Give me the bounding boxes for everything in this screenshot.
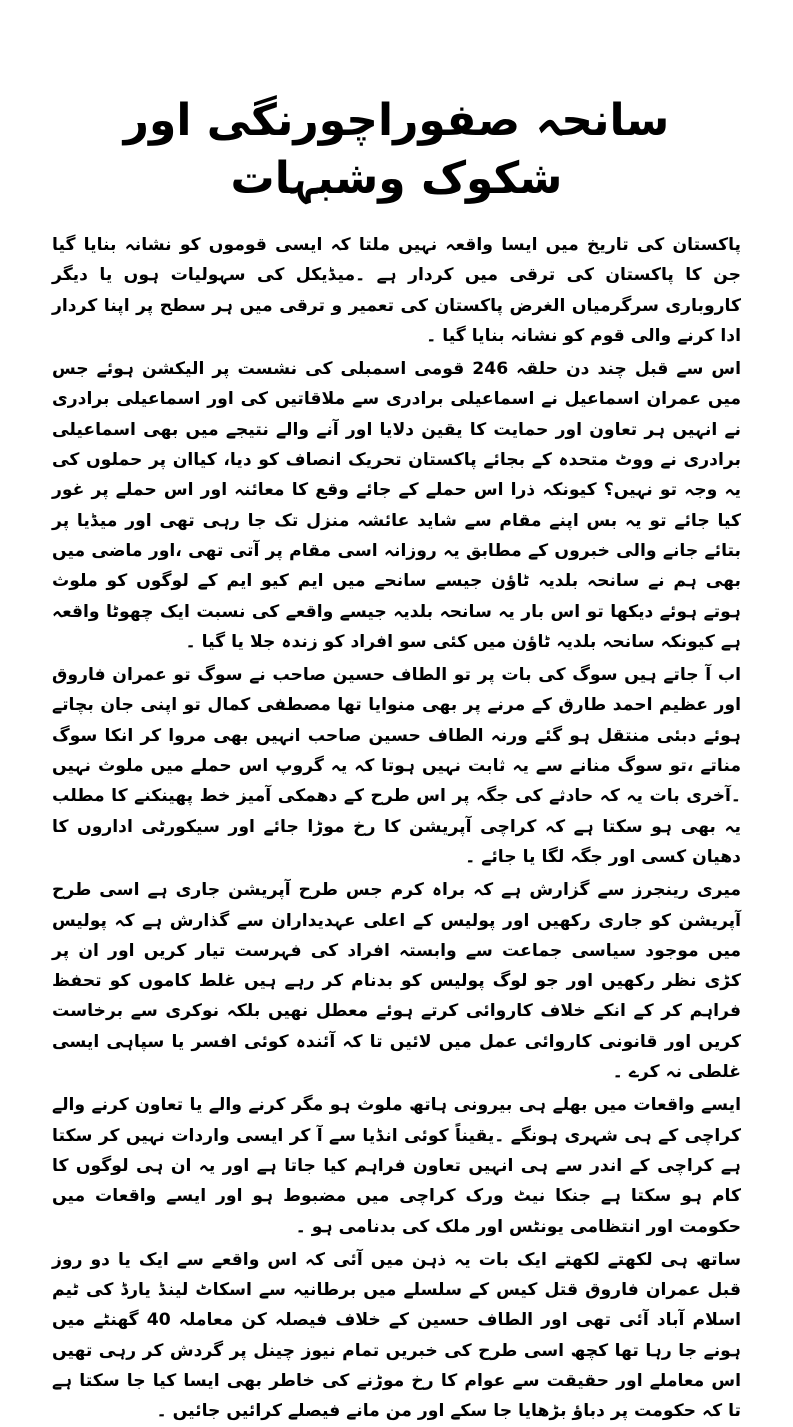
paragraph-6: ساتھ ہی لکھتے لکھتے ایک بات یہ ذہن میں آئی کہ اس واقعے سے ایک یا دو روز قبل عمران فاروق قتل کیس کے سلسلے میں برطانیہ سے اسکاٹ لینڈ یارڈ کی ٹیم اسلام آباد آئی تھی اور الطاف حسین کے خلاف فیصلہ کن معاملہ 40 گھنٹے میں ہونے جا رہا تھا کچھ اسی طرح کی خبریں تمام نیوز چینل پر گردش کر رہی تھیں اس معاملے اور حقیقت سے عوام کا رخ موڑنے کی خاطر بھی ایسا کیا جا سکتا ہے تا کہ حکومت پر دباؤ بڑھایا جا سکے اور من مانے فیصلے کرائیں جائیں ۔ <box>52 1249 741 1422</box>
paragraph-4: میری رینجرز سے گزارش ہے کہ براہ کرم جس طرح آپریشن جاری ہے اسی طرح آپریشن کو جاری رکھیں اور پولیس کے اعلی عہدیداران سے گذارش ہے کہ پولیس میں موجود سیاسی جماعت سے وابستہ افراد کی فہرست تیار کریں اور ان پر کڑی نظر رکھیں اور جو لوگ پولیس کو بدنام کر رہے ہیں غلط کاموں کو تحفظ فراہم کر کے انکے خلاف کاروائی کرتے ہوئے معطل نھیں بلکہ نوکری سے برخاست کریں اور قانونی کاروائی عمل میں لائیں تا کہ آئندہ کوئی افسر یا سپاہی ایسی غلطی نہ کرے ۔ <box>52 880 741 1083</box>
paragraph-2: اس سے قبل چند دن حلقہ 246 قومی اسمبلی کی نشست پر الیکشن ہوئے جس میں عمران اسماعیل نے اسماعیلی برادری سے ملاقاتیں کی اور اسماعیلی برادری نے انہیں ہر تعاون اور حمایت کا یقین دلایا اور آنے والے نتیجے میں بھی اسماعیلی برادری نے ووٹ متحدہ کے بجائے پاکستان تحریک انصاف کو دیا، کیاان پر حملوں کی یہ وجہ تو نہیں؟ کیونکہ ذرا اس حملے کے جائے وقع کا معائنہ اور اس حملے پر غور کیا جائے تو یہ بس اپنے مقام سے شاید عائشہ منزل تک جا رہی تھی اور میڈیا پر بتائے جانے والی خبروں کے مطابق یہ روزانہ اسی مقام پر آتی تھی ،اور ماضی میں بھی ہم نے سانحہ بلدیہ ٹاؤن جیسے سانحے میں ایم کیو ایم کے لوگوں کو ملوث ہوتے ہوئے دیکھا تو اس بار یہ سانحہ بلدیہ جیسے واقعے کی نسبت ایک چھوٹا واقعہ ہے کیونکہ سانحہ بلدیہ ٹاؤن میں کئی سو افراد کو زندہ جلا یا گیا ۔ <box>52 359 741 652</box>
page-title: سانحہ صفوراچورنگی اور شکوک وشبہات <box>123 95 670 204</box>
paragraph-3: اب آ جاتے ہیں سوگ کی بات پر تو الطاف حسین صاحب نے سوگ تو عمران فاروق اور عظیم احمد طارق کے مرنے پر بھی منوایا تھا مصطفی کمال تو اپنی جان بچاتے ہوئے دبئی منتقل ہو گئے ورنہ الطاف حسین صاحب انہیں بھی مروا کر انکا سوگ مناتے ،تو سوگ منانے سے یہ ثابت نہیں ہوتا کہ یہ گروپ اس حملے میں ملوث نہیں ۔آخری بات یہ کہ حادثے کی جگہ پر اس طرح کے دھمکی آمیز خط پھینکنے کا مطلب یہ بھی ہو سکتا ہے کہ کراچی آپریشن کا رخ موڑا جائے اور سیکورٹی اداروں کا دھیان کسی اور جگہ لگا یا جائے ۔ <box>52 665 741 867</box>
paragraph-5: ایسے واقعات میں بھلے ہی بیرونی ہاتھ ملوث ہو مگر کرنے والے یا تعاون کرنے والے کراچی کے ہی شہری ہونگے ۔یقیناً کوئی انڈیا سے آ کر ایسی واردات نہیں کر سکتا ہے کراچی کے اندر سے ہی انہیں تعاون فراہم کیا جاتا ہے اور یہ ان ہی لوگوں کا کام ہو سکتا ہے جنکا نیٹ ورک کراچی میں مضبوط ہو اور ایسے واقعات میں حکومت اور انتظامی یونٹس اور ملک کی بدنامی ہو ۔ <box>52 1095 741 1237</box>
paragraph-1: پاکستان کی تاریخ میں ایسا واقعہ نہیں ملتا کہ ایسی قوموں کو نشانہ بنایا گیا جن کا پاکستان کی ترقی میں کردار ہے ۔میڈیکل کی سہولیات ہوں یا دیگر کاروباری سرگرمیاں الغرض پاکستان کی تعمیر و ترقی میں ہر سطح پر اپنا کردار ادا کرنے والی قوم کو نشانہ بنایا گیا ۔ <box>52 235 741 346</box>
